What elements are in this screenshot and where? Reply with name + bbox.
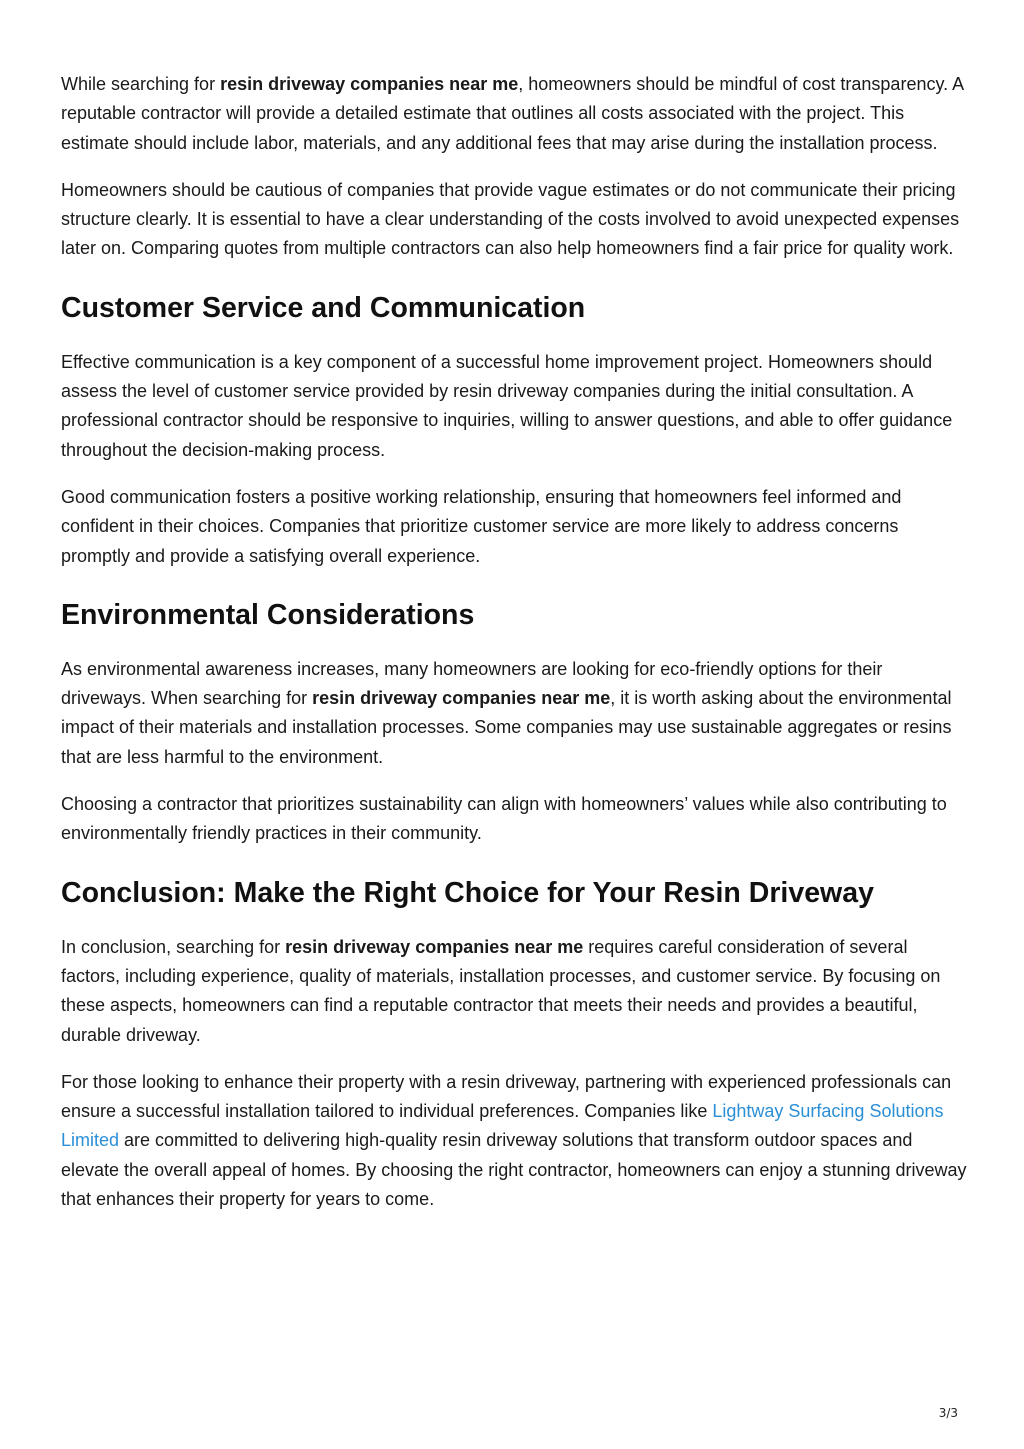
paragraph-sustainability: Choosing a contractor that prioritizes sustainability can align with homeowners’ values while also contributing to environmentally friendly practices in their community. [61, 794, 947, 844]
paragraph-communication: Effective communication is a key component of a successful home improvement project. Homeowners should assess the level of customer service provided by resin driveway companies during the initial consultation. A professional contractor should be responsive to inquiries, willing to answer questions, and able to offer guidance throughout the decision-making process. [61, 351, 953, 460]
paragraph-text: While searching for [61, 74, 221, 94]
paragraph-text: requires careful consideration of several factors, including experience, quality of materials, installation processes, and customer service. By focusing on these aspects, homeowners can find a reputable contractor that meets their needs and provides a beautiful, durable driveway. [61, 936, 941, 1045]
page-number: 3/3 [938, 1406, 958, 1420]
paragraph-cost-transparency [61, 70, 967, 158]
paragraph-good-communication: Good communication fosters a positive working relationship, ensuring that homeowners feel informed and confident in their choices. Companies that prioritize customer service are more likely to address concerns promptly and provide a satisfying overall experience. [61, 486, 902, 566]
paragraph-conclusion [61, 933, 967, 1050]
heading-conclusion: Conclusion: Make the Right Choice for Your Resin Driveway [61, 876, 874, 909]
heading-customer-service: Customer Service and Communication [61, 291, 586, 324]
paragraph-text: , it is worth asking about the environmental impact of their materials and installation processes. Some companies may use sustainable aggregates or resins that are less harmful to the environment. [61, 688, 952, 767]
keyword-bold: resin driveway companies near me [312, 688, 611, 709]
company-link[interactable]: Lightway Surfacing Solutions Limited [61, 1101, 944, 1151]
paragraph-text: As environmental awareness increases, many homeowners are looking for eco-friendly options for their driveways. When searching for [61, 658, 883, 709]
keyword-bold: resin driveway companies near me [285, 936, 584, 957]
paragraph-text: , homeowners should be mindful of cost transparency. A reputable contractor will provide a detailed estimate that outlines all costs associated with the project. This estimate should include labor, materials, and any additional fees that may arise during the installation process. [61, 74, 964, 153]
paragraph-text: For those looking to enhance their property with a resin driveway, partnering with experienced professionals can ensure a successful installation tailored to individual preferences. Companies like [61, 1071, 952, 1122]
paragraph-eco-friendly [61, 655, 967, 772]
paragraph-partnering [61, 1068, 967, 1214]
paragraph-vague-estimates: Homeowners should be cautious of companies that provide vague estimates or do not communicate their pricing structure clearly. It is essential to have a clear understanding of the costs involved to avoid unexpected expenses later on. Comparing quotes from multiple contractors can also help homeowners find a fair price for quality work. [61, 179, 960, 259]
heading-environmental: Environmental Considerations [61, 598, 475, 631]
article-body [61, 70, 967, 1232]
keyword-bold: resin driveway companies near me [220, 74, 519, 94]
paragraph-text: are committed to delivering high-quality resin driveway solutions that transform outdoor spaces and elevate the overall appeal of homes. By choosing the right contractor, homeowners can enjoy a stunning driveway that enhances their property for years to come. [61, 1130, 967, 1210]
paragraph-text: In conclusion, searching for [61, 936, 286, 957]
